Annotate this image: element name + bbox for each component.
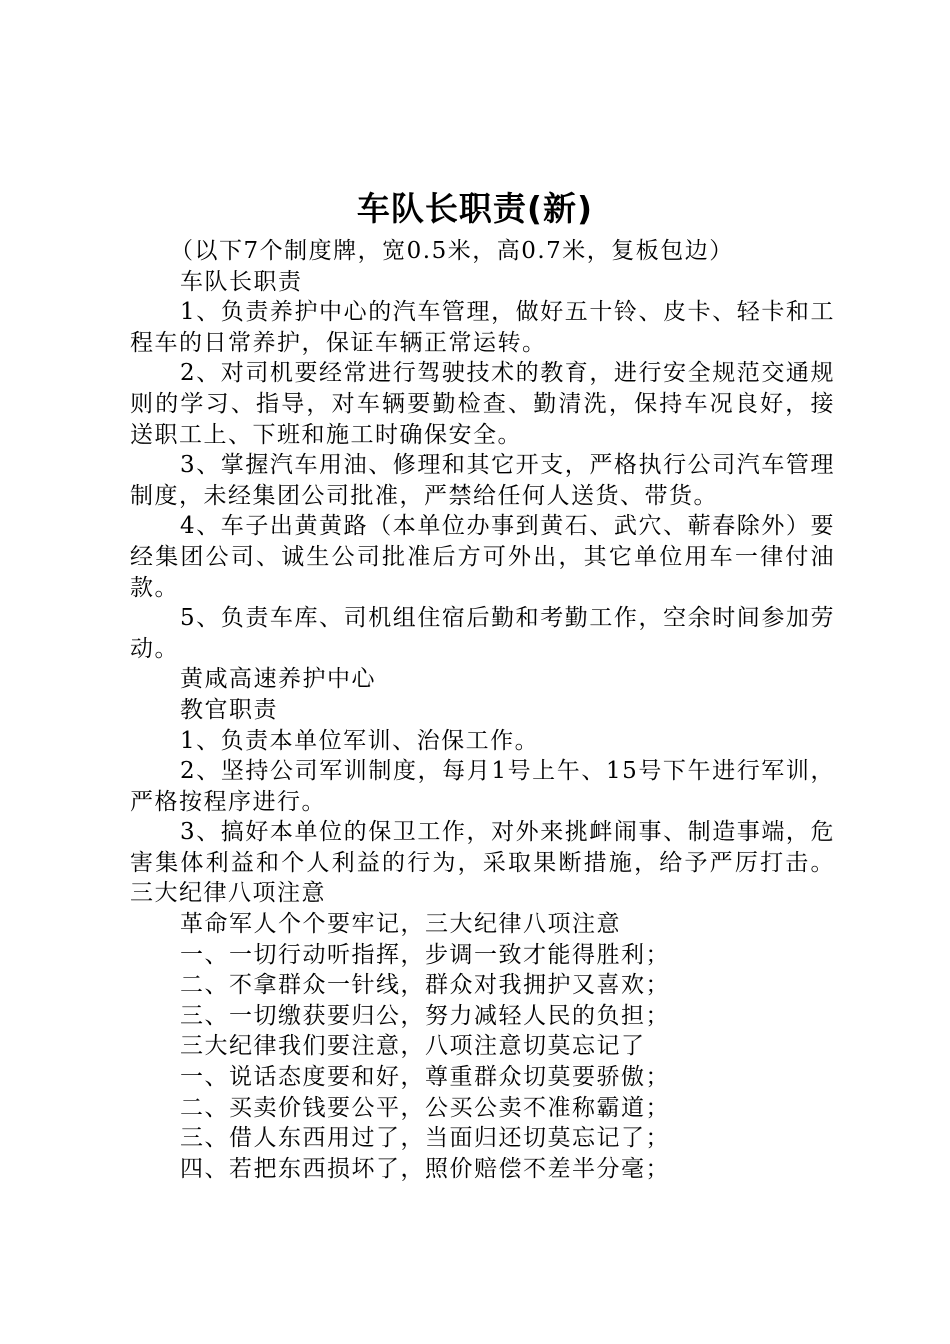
song-line-2: 一、一切行动听指挥，步调一致才能得胜利； [180,941,670,968]
song-line-3: 二、不拿群众一针线，群众对我拥护又喜欢； [180,972,670,999]
instructor-duty-2: 2、坚持公司军训制度，每月1号上午、15号下午进行军训，严格按程序进行。 [130,758,835,815]
section-heading-fleet-captain: 车队长职责 [180,268,303,295]
fleet-duty-1: 1、负责养护中心的汽车管理，做好五十铃、皮卡、轻卡和工程车的日常养护，保证车辆正常运转。 [130,299,835,356]
instructor-duty-1: 1、负责本单位军训、治保工作。 [180,727,540,754]
song-line-9: 四、若把东西损坏了，照价赔偿不差半分毫； [180,1155,670,1182]
section-heading-instructor: 教官职责 [180,696,278,723]
song-line-5: 三大纪律我们要注意，八项注意切莫忘记了 [180,1033,646,1060]
song-line-1: 革命军人个个要牢记，三大纪律八项注意 [180,911,621,938]
signboard-spec-note: （以下7个制度牌，宽0.5米，高0.7米，复板包边） [170,238,734,264]
fleet-duty-3: 3、掌握汽车用油、修理和其它开支，严格执行公司汽车管理制度，未经集团公司批准，严禁给任何人送货、带货。 [130,452,835,509]
song-line-7: 二、买卖价钱要公平，公买公卖不准称霸道； [180,1094,670,1121]
fleet-duty-5: 5、负责车库、司机组住宿后勤和考勤工作，空余时间参加劳动。 [130,605,835,662]
song-line-6: 一、说话态度要和好，尊重群众切莫要骄傲； [180,1064,670,1091]
song-line-4: 三、一切缴获要归公，努力减轻人民的负担； [180,1002,670,1029]
fleet-duty-4: 4、车子出黄黄路（本单位办事到黄石、武穴、蕲春除外）要经集团公司、诚生公司批准后方可外出，其它单位用车一律付油款。 [130,513,835,601]
document-title: 车队长职责(新) [356,189,594,228]
instructor-duty-3: 3、搞好本单位的保卫工作，对外来挑衅闹事、制造事端，危害集体利益和个人利益的行为，采取果断措施，给予严厉打击。三大纪律八项注意 [130,819,835,907]
fleet-duty-2: 2、对司机要经常进行驾驶技术的教育，进行安全规范交通规则的学习、指导，对车辆要勤检查、勤清洗，保持车况良好，接送职工上、下班和施工时确保安全。 [130,360,835,448]
song-line-8: 三、借人东西用过了，当面归还切莫忘记了； [180,1125,670,1152]
document-body [130,236,835,1184]
organization-name: 黄咸高速养护中心 [180,666,376,693]
